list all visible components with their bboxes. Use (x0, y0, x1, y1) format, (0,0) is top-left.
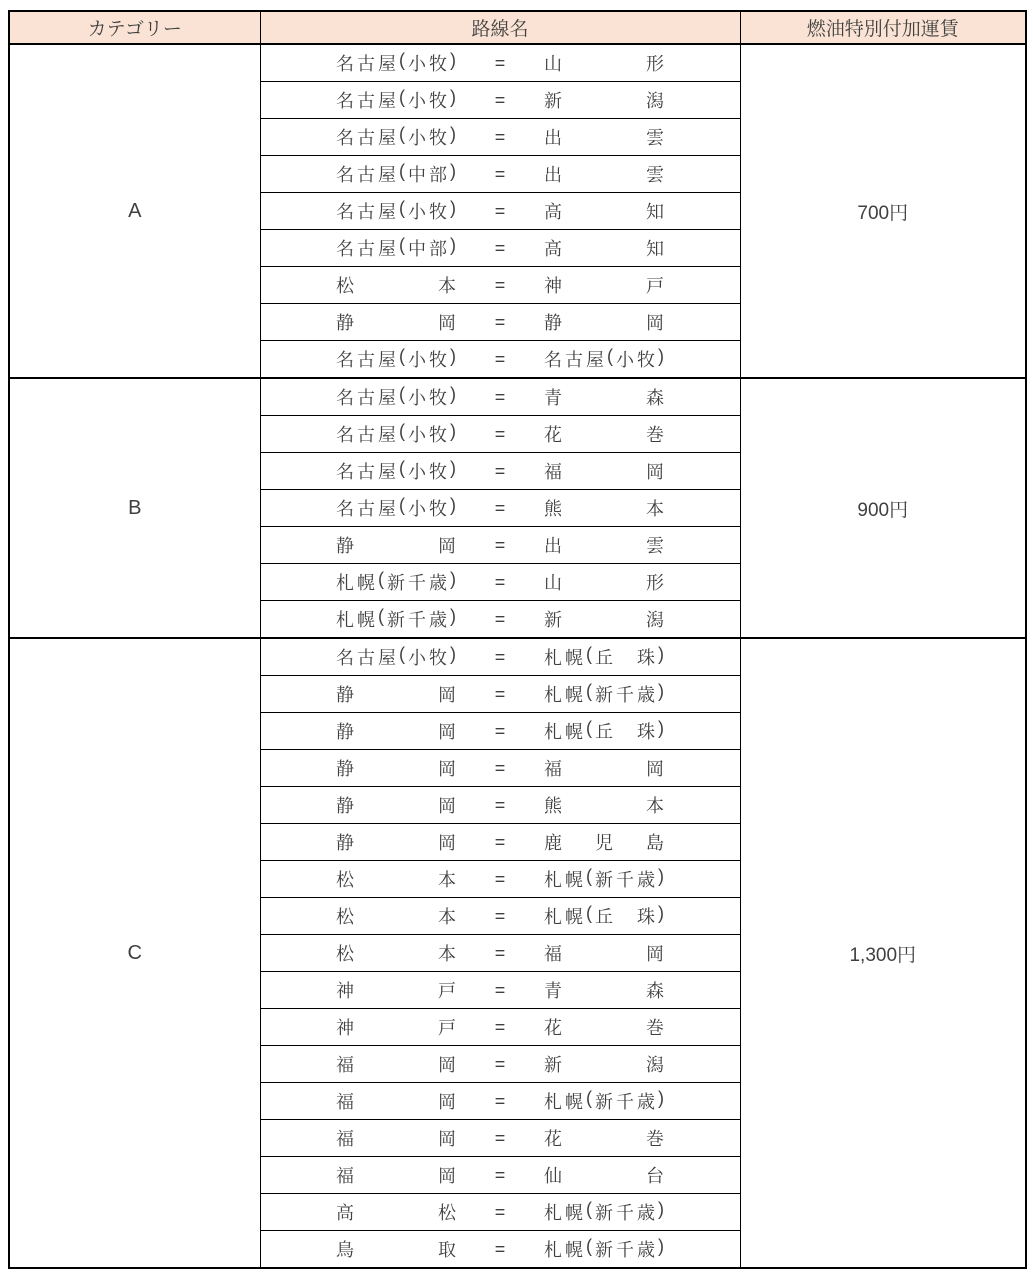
route (261, 193, 740, 229)
route-from: 名 古 屋 ( 小 牧 ) (336, 644, 456, 668)
route-from: 静 岡 (336, 536, 456, 556)
route-from: 名 古 屋 ( 小 牧 ) (336, 50, 456, 74)
route-to: 静 岡 (544, 313, 664, 333)
route-cell (260, 676, 740, 713)
category-cell: C (9, 638, 260, 1268)
header-route: 路線名 (260, 11, 740, 44)
route-to: 鹿 児 島 (544, 833, 664, 853)
route-cell (260, 638, 740, 676)
route-from: 名 古 屋 ( 小 牧 ) (336, 198, 456, 222)
route-cell (260, 82, 740, 119)
route-cell (260, 267, 740, 304)
equals-sign: = (494, 608, 506, 629)
route (261, 1231, 740, 1267)
equals-sign: = (494, 311, 506, 332)
route-to: 福 岡 (544, 759, 664, 779)
route-from: 福 岡 (336, 1092, 456, 1112)
route-to: 高 知 (544, 202, 664, 222)
route-from: 松 本 (336, 944, 456, 964)
route-from: 名 古 屋 ( 小 牧 ) (336, 87, 456, 111)
route-to: 熊 本 (544, 499, 664, 519)
route-to: 新 潟 (544, 610, 664, 630)
route (261, 267, 740, 303)
route-cell (260, 230, 740, 267)
equals-sign: = (494, 1238, 506, 1259)
route-to: 札 幌 ( 新 千 歳 ) (544, 1236, 664, 1260)
route-to: 札 幌 ( 丘 珠 ) (544, 718, 664, 742)
route-cell (260, 861, 740, 898)
equals-sign: = (494, 497, 506, 518)
route-from: 名 古 屋 ( 中 部 ) (336, 235, 456, 259)
route-cell (260, 1231, 740, 1269)
route-to: 仙 台 (544, 1166, 664, 1186)
equals-sign: = (494, 1090, 506, 1111)
equals-sign: = (494, 460, 506, 481)
route-cell (260, 601, 740, 639)
route-from: 松 本 (336, 907, 456, 927)
route (261, 341, 740, 377)
route-cell (260, 44, 740, 82)
route-from: 名 古 屋 ( 小 牧 ) (336, 495, 456, 519)
surcharge-cell: 1,300円 (740, 638, 1026, 1268)
equals-sign: = (494, 386, 506, 407)
route-to: 山 形 (544, 573, 664, 593)
route (261, 527, 740, 563)
equals-sign: = (494, 868, 506, 889)
route (261, 1009, 740, 1045)
route-cell (260, 304, 740, 341)
equals-sign: = (494, 646, 506, 667)
header-surcharge: 燃油特別付加運賃 (740, 11, 1026, 44)
route-cell (260, 1009, 740, 1046)
equals-sign: = (494, 89, 506, 110)
route-to: 札 幌 ( 丘 珠 ) (544, 903, 664, 927)
route (261, 676, 740, 712)
route-to: 新 潟 (544, 91, 664, 111)
category-cell: B (9, 378, 260, 638)
route-from: 名 古 屋 ( 中 部 ) (336, 161, 456, 185)
route-to: 出 雲 (544, 536, 664, 556)
route (261, 824, 740, 860)
equals-sign: = (494, 794, 506, 815)
equals-sign: = (494, 237, 506, 258)
route-cell (260, 1120, 740, 1157)
route-from: 神 戸 (336, 981, 456, 1001)
route-from: 名 古 屋 ( 小 牧 ) (336, 346, 456, 370)
route-cell (260, 1083, 740, 1120)
route-row (9, 638, 1026, 676)
fuel-surcharge-table (8, 10, 1027, 1269)
route (261, 713, 740, 749)
route-to: 札 幌 ( 新 千 歳 ) (544, 866, 664, 890)
route-to: 熊 本 (544, 796, 664, 816)
route-from: 神 戸 (336, 1018, 456, 1038)
route-to: 花 巻 (544, 425, 664, 445)
route-row (9, 378, 1026, 416)
route (261, 453, 740, 489)
route (261, 45, 740, 81)
route-cell (260, 824, 740, 861)
route-cell (260, 527, 740, 564)
equals-sign: = (494, 831, 506, 852)
route (261, 1046, 740, 1082)
route-to: 出 雲 (544, 165, 664, 185)
route-cell (260, 972, 740, 1009)
route-from: 福 岡 (336, 1166, 456, 1186)
route-to: 青 森 (544, 388, 664, 408)
route-to: 福 岡 (544, 944, 664, 964)
route-to: 高 知 (544, 239, 664, 259)
route-from: 名 古 屋 ( 小 牧 ) (336, 124, 456, 148)
route-from: 静 岡 (336, 833, 456, 853)
surcharge-cell: 900円 (740, 378, 1026, 638)
route (261, 898, 740, 934)
route-from: 札 幌 ( 新 千 歳 ) (336, 606, 456, 630)
route-cell (260, 341, 740, 379)
route-to: 花 巻 (544, 1129, 664, 1149)
route-to: 出 雲 (544, 128, 664, 148)
equals-sign: = (494, 348, 506, 369)
route-cell (260, 416, 740, 453)
route (261, 304, 740, 340)
route (261, 416, 740, 452)
route-from: 静 岡 (336, 759, 456, 779)
route-from: 札 幌 ( 新 千 歳 ) (336, 569, 456, 593)
route (261, 490, 740, 526)
route-to: 山 形 (544, 54, 664, 74)
route-from: 名 古 屋 ( 小 牧 ) (336, 458, 456, 482)
route-to: 神 戸 (544, 276, 664, 296)
equals-sign: = (494, 571, 506, 592)
route-from: 静 岡 (336, 796, 456, 816)
route-cell (260, 564, 740, 601)
route-from: 名 古 屋 ( 小 牧 ) (336, 421, 456, 445)
route-cell (260, 156, 740, 193)
surcharge-cell: 700円 (740, 44, 1026, 378)
route-to: 札 幌 ( 丘 珠 ) (544, 644, 664, 668)
route-from: 鳥 取 (336, 1240, 456, 1260)
equals-sign: = (494, 423, 506, 444)
equals-sign: = (494, 942, 506, 963)
equals-sign: = (494, 905, 506, 926)
route-cell (260, 787, 740, 824)
header-row (9, 11, 1026, 44)
route-row (9, 44, 1026, 82)
table-body (9, 44, 1026, 1268)
route (261, 230, 740, 266)
route-cell (260, 490, 740, 527)
route-cell (260, 1157, 740, 1194)
equals-sign: = (494, 274, 506, 295)
equals-sign: = (494, 979, 506, 1000)
route-to: 花 巻 (544, 1018, 664, 1038)
route-from: 静 岡 (336, 722, 456, 742)
equals-sign: = (494, 1016, 506, 1037)
route-from: 福 岡 (336, 1129, 456, 1149)
route (261, 82, 740, 118)
route-from: 松 本 (336, 276, 456, 296)
equals-sign: = (494, 1164, 506, 1185)
route-cell (260, 119, 740, 156)
route-cell (260, 378, 740, 416)
header-category: カテゴリー (9, 11, 260, 44)
route-cell (260, 750, 740, 787)
route-cell (260, 193, 740, 230)
route-to: 札 幌 ( 新 千 歳 ) (544, 1199, 664, 1223)
route (261, 1157, 740, 1193)
equals-sign: = (494, 1127, 506, 1148)
equals-sign: = (494, 720, 506, 741)
equals-sign: = (494, 163, 506, 184)
route-from: 静 岡 (336, 313, 456, 333)
equals-sign: = (494, 757, 506, 778)
route-from: 福 岡 (336, 1055, 456, 1075)
route-cell (260, 453, 740, 490)
route (261, 1194, 740, 1230)
route (261, 379, 740, 415)
route-from: 松 本 (336, 870, 456, 890)
route-cell (260, 935, 740, 972)
route (261, 156, 740, 192)
route-cell (260, 898, 740, 935)
route-cell (260, 1046, 740, 1083)
route-to: 札 幌 ( 新 千 歳 ) (544, 681, 664, 705)
equals-sign: = (494, 683, 506, 704)
route (261, 861, 740, 897)
equals-sign: = (494, 126, 506, 147)
route-to: 青 森 (544, 981, 664, 1001)
route (261, 564, 740, 600)
route-from: 名 古 屋 ( 小 牧 ) (336, 384, 456, 408)
route-cell (260, 1194, 740, 1231)
route-from: 高 松 (336, 1203, 456, 1223)
route (261, 935, 740, 971)
route (261, 1083, 740, 1119)
equals-sign: = (494, 200, 506, 221)
equals-sign: = (494, 1053, 506, 1074)
route (261, 787, 740, 823)
route (261, 639, 740, 675)
equals-sign: = (494, 1201, 506, 1222)
route (261, 1120, 740, 1156)
equals-sign: = (494, 534, 506, 555)
route-to: 札 幌 ( 新 千 歳 ) (544, 1088, 664, 1112)
route-to: 名 古 屋 ( 小 牧 ) (544, 346, 664, 370)
category-cell: A (9, 44, 260, 378)
route (261, 119, 740, 155)
route (261, 601, 740, 637)
route (261, 972, 740, 1008)
equals-sign: = (494, 52, 506, 73)
route-cell (260, 713, 740, 750)
fuel-surcharge-table-container (8, 10, 1027, 1269)
route (261, 750, 740, 786)
route-from: 静 岡 (336, 685, 456, 705)
route-to: 新 潟 (544, 1055, 664, 1075)
route-to: 福 岡 (544, 462, 664, 482)
